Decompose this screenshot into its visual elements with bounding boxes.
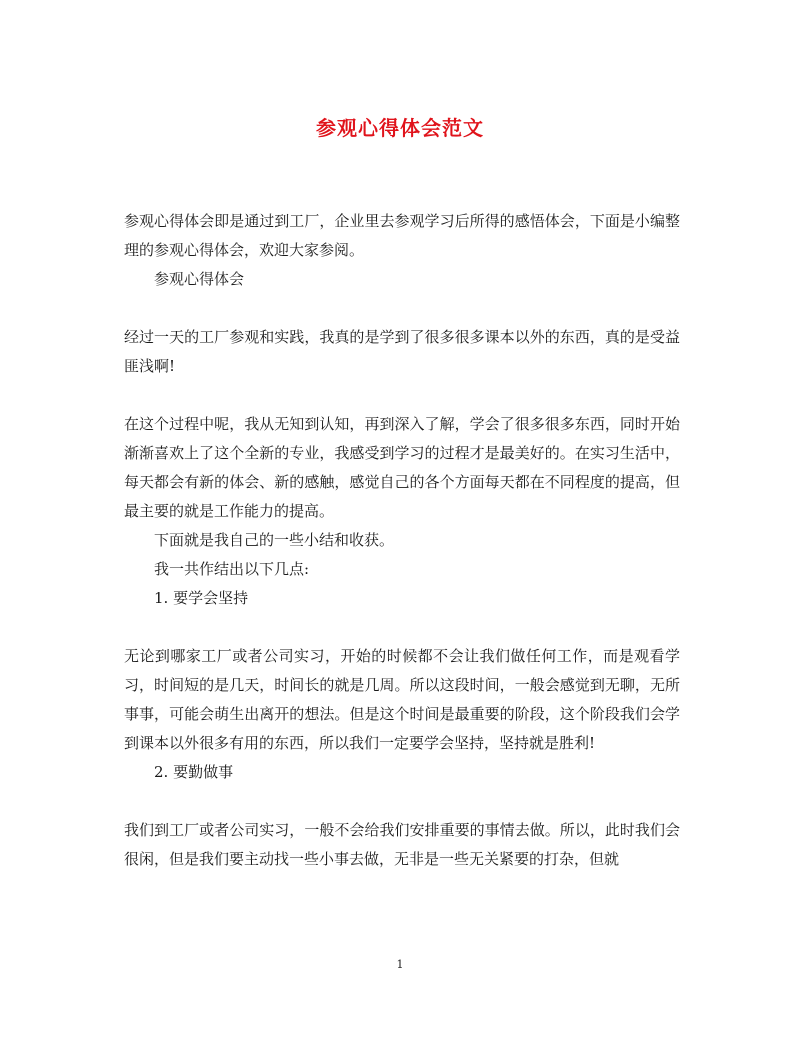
body-paragraph: 我们到工厂或者公司实习，一般不会给我们安排重要的事情去做。所以，此时我们会很闲，但是我们要主动找一些小事去做，无非是一些无关紧要的打杂，但就: [124, 821, 680, 868]
document-title: 参观心得体会范文: [316, 116, 484, 140]
body-paragraph: 我一共作结出以下几点:: [154, 560, 310, 578]
intro-paragraph: 参观心得体会即是通过到工厂，企业里去参观学习后所得的感悟体会，下面是小编整理的参观心得体会，欢迎大家参阅。: [124, 212, 680, 259]
section-heading: 参观心得体会: [154, 270, 245, 288]
point-heading-2: 2. 要勤做事: [154, 763, 234, 781]
body-paragraph: 无论到哪家工厂或者公司实习，开始的时候都不会让我们做任何工作，而是观看学习，时间短的是几天，时间长的就是几周。所以这段时间，一般会感觉到无聊，无所事事，可能会萌生出离开的想法。但是这个时间是最重要的阶段，这个阶段我们会学到课本以外很多有用的东西，所以我们一定要学会坚持，坚持就是胜利!: [124, 647, 680, 752]
page-number: 1: [396, 958, 404, 971]
body-paragraph: 在这个过程中呢，我从无知到认知，再到深入了解，学会了很多很多东西，同时开始渐渐喜欢上了这个全新的专业，我感受到学习的过程才是最美好的。在实习生活中，每天都会有新的体会、新的感触，感觉自己的各个方面每天都在不同程度的提高，但最主要的就是工作能力的提高。: [124, 415, 680, 520]
body-paragraph: 经过一天的工厂参观和实践，我真的是学到了很多很多课本以外的东西，真的是受益匪浅啊!: [124, 328, 680, 375]
point-heading-1: 1. 要学会坚持: [154, 589, 249, 607]
body-paragraph: 下面就是我自己的一些小结和收获。: [154, 531, 395, 549]
document-body: [124, 207, 680, 874]
